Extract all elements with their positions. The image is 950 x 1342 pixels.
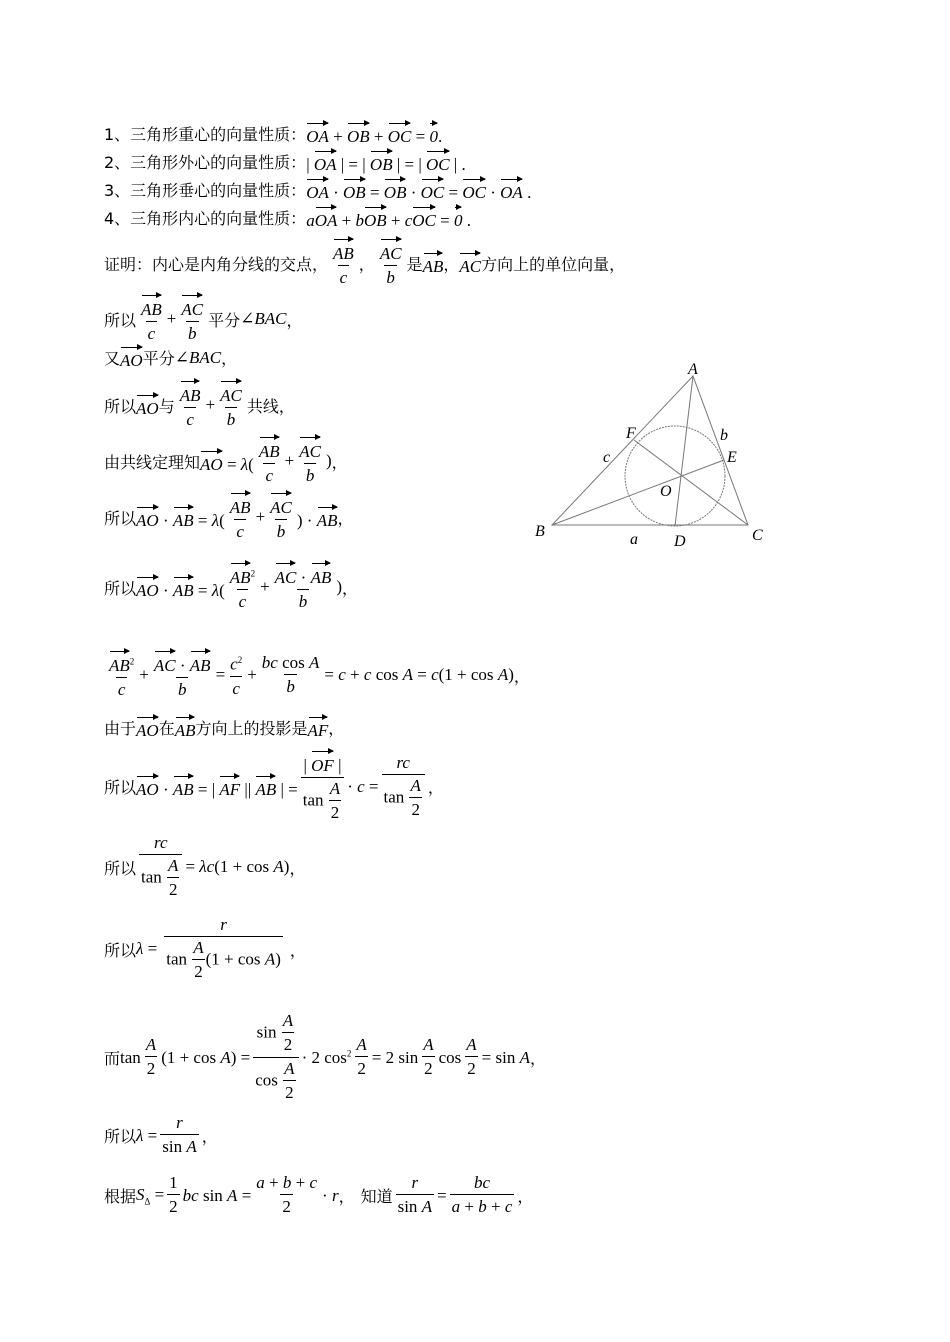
label-a: a [630,531,638,548]
incircle-triangle-figure [530,360,780,560]
step-identity: 而 tan $\frac{A}{2}$ (1 + cos A) = sin $\frac{A}{2}$ cos $\frac{A}{2}$ · 2 $\cos^2$ $\frac{A}{2}$ = 2 sin $\frac{A}{2}$ cos $\frac{A}{2}$ = sin A ， [104,1010,546,1105]
property-orthocenter: 3、三角形垂心的向量性质： OA · OB = OB · OC = OC · OA . [104,176,531,203]
orthocenter-formula: OA · OB = OB · OC = OC · OA . [306,176,531,203]
label-F: F [626,425,636,442]
step-area: 根据 $S_\Delta$ = $\frac{1}{2}$ bc sin A = $\frac{a + b + c}{2}$ · r ， 知道 $\frac{r}{\text{sin A}}$ = $\frac{bc}{a + b + c}$ ， [104,1172,533,1219]
label-E: E [727,449,737,466]
label-B: B [535,523,545,540]
step-tan: 所以 AO · AB = | AF || AB | = | OF | tan $\frac{A}{2}$ · c = rc tan $\frac{A}{2}$ ， [104,748,444,825]
step-equate: 所以 rc tan $\frac{A}{2}$ = λc(1 + cos A) ， [104,832,305,902]
step-lambda-sin: 所以 λ = $\frac{r}{\text{sin A}}$ ， [104,1112,218,1159]
label-c: c [603,449,611,466]
label-O: O [660,483,672,500]
incenter-formula: aOA + bOB + cOC = 0 . [306,204,471,231]
step-simplify: $\frac{AB^2}{c}$ + $\frac{AC \cdot AB}{b}$ = $\frac{c^2}{c}$ + $\frac{\text{bc cos A}}{b}$ = c + c cos A = c(1 + cos A) ， [104,648,530,702]
incircle [625,426,725,526]
step-lambda-value: 所以 λ = r tan $\frac{A}{2}$ (1 + cos A) ， [104,914,306,984]
proof-intro: 证明：内心是内角分线的交点， $\frac{AB}{c}$ ， $\frac{AC}{b}$ 是 AB ， AC 方向上的单位向量， [104,236,625,290]
property-incenter: 4、三角形内心的向量性质： aOA + bOB + cOC = 0 . [104,204,471,231]
label-D: D [674,533,686,550]
line-a-d [675,376,693,526]
step-collinear: 所以 AO 与 $\frac{AB}{c}$ + $\frac{AC}{b}$ 共线， [104,378,295,432]
step-ao-bisect: 又 AO 平分 ∠BAC ， [104,344,237,371]
circumcenter-formula: | OA | = | OB | = | OC | . [306,148,466,175]
step-dot-ab: 所以 AO · AB = λ( $\frac{AB}{c}$ + $\frac{AC}{b}$ ) · AB ， [104,490,354,544]
label-b: b [720,427,728,444]
step-expand: 所以 AO · AB = λ( $\frac{AB^2}{c}$ + $\frac{AC \cdot AB}{b}$ ) ， [104,560,358,614]
label-A: A [688,361,698,378]
label-C: C [752,527,763,544]
step-lambda: 由共线定理知 AO = λ( $\frac{AB}{c}$ + $\frac{AC}{b}$ ) ， [104,434,348,488]
step-bisect: 所以 $\frac{AB}{c}$ + $\frac{AC}{b}$ 平分 ∠BAC ， [104,292,303,346]
property-centroid: 1、三角形重心的向量性质： OA + OB + OC = 0. [104,120,442,147]
centroid-formula: OA + OB + OC = 0. [306,120,442,147]
property-circumcenter: 2、三角形外心的向量性质： | OA | = | OB | = | OC | . [104,148,466,175]
step-projection: 由于 AO 在 AB 方向上的投影是 AF ， [104,714,344,741]
line-b-e [552,460,724,525]
